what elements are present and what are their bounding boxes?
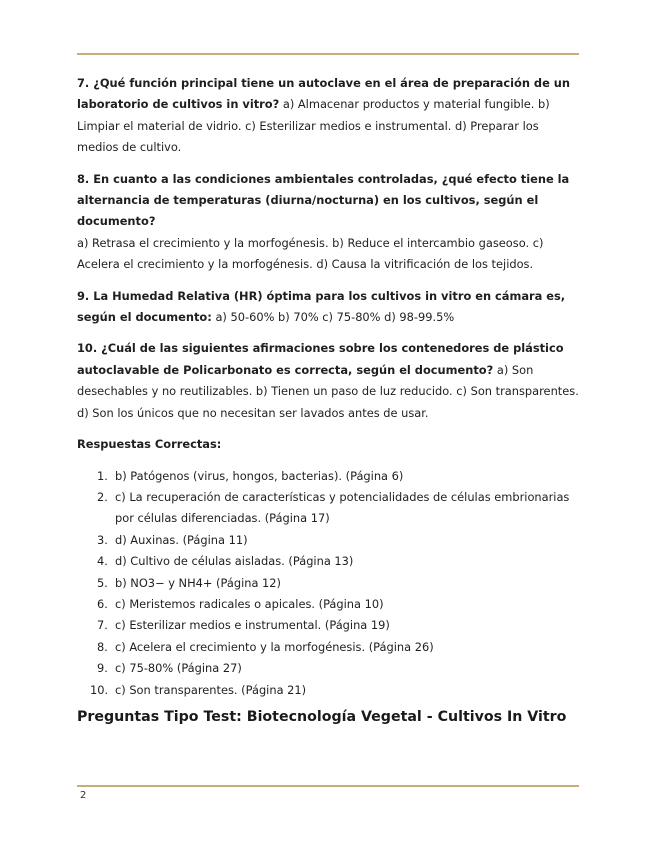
answer-item xyxy=(77,615,579,636)
answer-item xyxy=(77,573,579,594)
answer-item xyxy=(77,658,579,679)
answers-list xyxy=(77,466,579,701)
answer-text: c) Esterilizar medios e instrumental. (Página 19) xyxy=(115,618,390,633)
answer-number: 8. xyxy=(97,639,108,654)
page-content xyxy=(77,73,579,701)
question-options: a) Almacenar productos y material fungible. b) Limpiar el material de vidrio. c) Esterilizar medios e instrumental. d) Preparar los medios de cultivo. xyxy=(77,97,550,155)
answer-item xyxy=(77,637,579,658)
footer-rule xyxy=(77,785,579,787)
question-number: 10. xyxy=(77,341,98,356)
header-rule xyxy=(77,53,579,55)
answer-item xyxy=(77,530,579,551)
question-options: a) 50-60% b) 70% c) 75-80% d) 98-99.5% xyxy=(215,310,455,325)
answer-text: c) La recuperación de características y potencialidades de células embrionarias por células diferenciadas. (Página 17) xyxy=(115,489,570,526)
page-number: 2 xyxy=(80,790,87,801)
question-number: 8. xyxy=(77,171,90,186)
answer-text: b) NO3− y NH4+ (Página 12) xyxy=(115,575,281,590)
answer-text: c) Meristemos radicales o apicales. (Página 10) xyxy=(115,596,384,611)
question-10 xyxy=(77,338,579,424)
answer-number: 7. xyxy=(97,618,108,633)
question-number: 7. xyxy=(77,76,90,90)
answer-item xyxy=(77,594,579,615)
question-text: En cuanto a las condiciones ambientales controladas, ¿qué efecto tiene la alternancia de temperaturas (diurna/nocturna) en los cultivos, según el documento? xyxy=(77,171,570,229)
question-9 xyxy=(77,286,579,329)
answer-item xyxy=(77,487,579,530)
question-8 xyxy=(77,169,579,276)
answer-text: c) 75-80% (Página 27) xyxy=(115,661,242,676)
question-number: 9. xyxy=(77,288,90,303)
answer-text: d) Auxinas. (Página 11) xyxy=(115,532,248,547)
answer-item xyxy=(77,466,579,487)
answer-item xyxy=(77,551,579,572)
answer-number: 6. xyxy=(97,596,108,611)
answer-number: 5. xyxy=(97,575,108,590)
answer-item xyxy=(77,680,579,701)
answer-text: d) Cultivo de células aisladas. (Página 13) xyxy=(115,554,354,569)
answer-number: 4. xyxy=(97,554,108,569)
answer-text: c) Acelera el crecimiento y la morfogénesis. (Página 26) xyxy=(115,639,434,654)
answers-heading: Respuestas Correctas: xyxy=(77,437,222,452)
question-7 xyxy=(77,73,579,159)
question-text: La Humedad Relativa (HR) óptima para los cultivos in vitro en cámara es, según el documento: xyxy=(77,288,566,325)
answer-number: 1. xyxy=(97,468,108,483)
answer-number: 2. xyxy=(97,489,108,504)
question-options: a) Retrasa el crecimiento y la morfogénesis. b) Reduce el intercambio gaseoso. c) Acelera el crecimiento y la morfogénesis. d) Causa la vitrificación de los tejidos. xyxy=(77,235,544,272)
answer-number: 10. xyxy=(90,682,109,697)
answer-number: 3. xyxy=(97,532,108,547)
answer-text: b) Patógenos (virus, hongos, bacterias). (Página 6) xyxy=(115,468,404,483)
answer-text: c) Son transparentes. (Página 21) xyxy=(115,682,307,697)
question-text: ¿Qué función principal tiene un autoclave en el área de preparación de un laboratorio de cultivos in vitro? xyxy=(77,76,570,112)
footer-title: Preguntas Tipo Test: Biotecnología Vegetal - Cultivos In Vitro xyxy=(77,709,567,725)
answer-number: 9. xyxy=(97,661,108,676)
question-text: ¿Cuál de las siguientes afirmaciones sobre los contenedores de plástico autoclavable de Policarbonato es correcta, según el documento? xyxy=(77,341,564,377)
question-options: a) Son desechables y no reutilizables. b) Tienen un paso de luz reducido. c) Son transparentes. d) Son los únicos que no necesitan ser lavados antes de usar. xyxy=(77,362,579,420)
